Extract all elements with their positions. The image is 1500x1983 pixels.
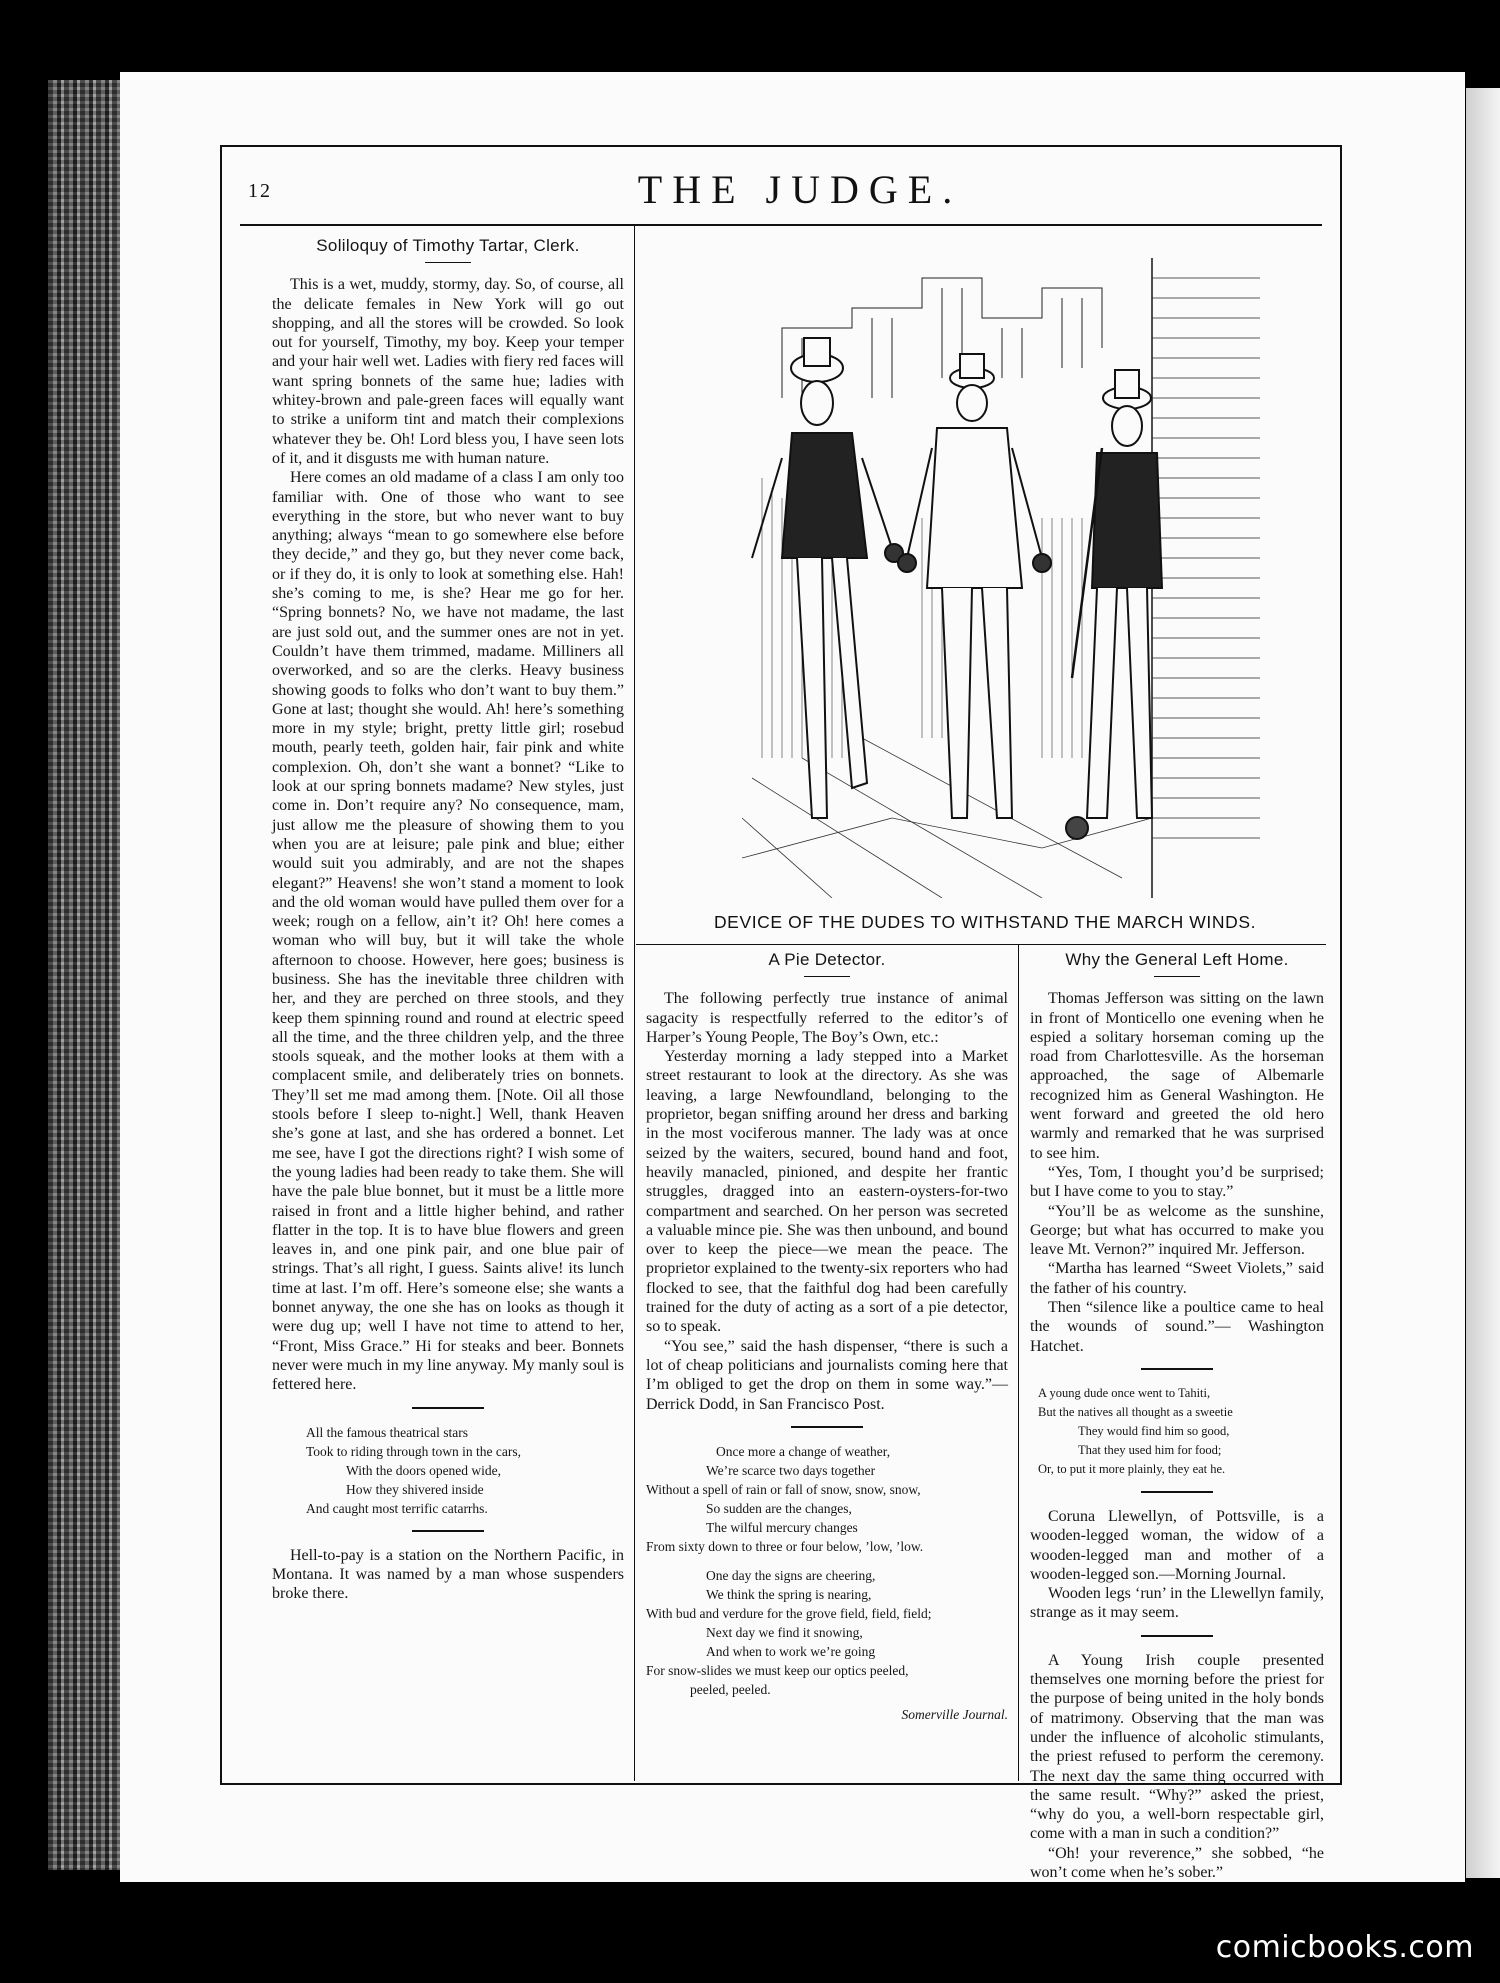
adjacent-page-edge — [1466, 88, 1500, 1878]
poem-line: We’re scarce two days together — [706, 1462, 876, 1478]
section-rule — [791, 1426, 863, 1428]
poem-line: Took to riding through town in the cars, — [306, 1443, 522, 1459]
poem-line: And when to work we’re going — [706, 1643, 876, 1659]
poem-line: And caught most terrific catarrhs. — [306, 1500, 488, 1516]
dudes-illustration — [742, 258, 1260, 898]
article-heading: Soliloquy of Timothy Tartar, Clerk. — [316, 236, 580, 255]
poem-line: Next day we find it snowing, — [706, 1624, 863, 1640]
weather-poem-stanza-2 — [646, 1566, 1008, 1699]
article-paragraph: Then “silence like a poultice came to heal the wounds of sound.”— Washington Hatchet. — [1030, 1299, 1324, 1355]
poem-line: Without a spell of rain or fall of snow, snow, snow, — [646, 1481, 921, 1497]
article-paragraph: Yesterday morning a lady stepped into a Market street restaurant to look at the directory. As she was leaving, a large Newfoundland, belonging to the proprietor, began sniffing around her dress and barking in the most vociferous manner. The lady was at once seized by the waiters, secured, bound hand and foot, heavily manacled, pinioned, and despite her frantic struggles, dragged into an eastern-oysters-for-two compartment and searched. On her person was secreted a valuable mince pie. She was then unbound, and bound over to keep the piece—we mean the peace. The proprietor explained to the twenty-six reporters who had flocked to see, that the faithful dog had been carefully trained for the duty of acting as a sort of a pie detector, so to speak. — [646, 1048, 1008, 1336]
poem-line: For snow-slides we must keep our optics peeled, — [646, 1662, 909, 1678]
poem-line: How they shivered inside — [346, 1481, 484, 1497]
section-rule — [1141, 1368, 1213, 1370]
heading-rule — [1154, 976, 1200, 977]
poem-line: From sixty down to three or four below, ’low, ’low. — [646, 1538, 924, 1554]
dude-limerick — [1030, 1384, 1324, 1479]
poem-line: All the famous theatrical stars — [306, 1424, 468, 1440]
article-paragraph: “Martha has learned “Sweet Violets,” said the father of his country. — [1030, 1260, 1324, 1297]
section-rule — [412, 1407, 484, 1409]
article-paragraph: Coruna Llewellyn, of Pottsville, is a wooden-legged woman, the widow of a wooden-legged man and mother of a wooden-legged son.—Morning Journal. — [1030, 1507, 1324, 1583]
poem-line: That they used him for food; — [1078, 1442, 1222, 1457]
poem-line: With the doors opened wide, — [346, 1462, 502, 1478]
article-paragraph: Here comes an old madame of a class I am only too familiar with. One of those who want to see everything in the store, but who never want to buy anything; always “mean to go somewhere else before they decide,” and they go, but they never come back, or if they do, it is only to look at something else. Hah! she’s coming to me, is she? Hear me go for her. “Spring bonnets? No, we have not madame, the last are just sold out, and the summer ones are not in yet. Couldn’t have them trimmed, madame. Milliners all overworked, and so are the clerks. Heavy business showing goods to folks who don’t want to buy them.” Gone at last; thought she would. Ah! here’s something more in my style; bright, pretty little girl; rosebud mouth, pearly teeth, golden hair, fair pink and white complexion. Oh, don’t she want a bonnet? “Like to look at our spring bonnets madame? New styles, just come in. Don’t require any? No consequence, mam, just allow me the pleasure of showing them to you when you are at leisure; pale pink and blue; either would suit you admirably, and are not the shapes elegant?” Heavens! she won’t stand a moment to look and the old woman would have pulled them over for a week; rough on a fellow, ain’t it? Oh! here comes a woman who will buy, but it will take the whole afternoon to choose. However, here goes; business is business. She has the inevitable three children with her, and they are perched on three stools, and they keep them spinning round and round at electric speed all the time, and the three children yelp, and the three stools squeak, and the mother looks at them with a complacent smile, and deliberately tries on bonnets. They’ll set me mad among them. [Note. Oil all those stools before I sleep to-night.] Well, thank Heaven she’s gone at last, and she has ordered a bonnet. Let me see, have I got the directions right? I wish some of the young ladies had been ready to take them. She will have the pale blue bonnet, but it must be a little more raised in front and a little higher behind, and rather flatter in the top. It is to have blue flowers and green leaves in, and one pink pair, and one blue pair of strings. That’s all right, I guess. Saints alive! its lunch time at last. I’m off. Here’s someone else; she wants a bonnet anyway, the one she has on looks as though it were dug up; well I have not time to attend to her, “Front, Miss Grace.” Hi for steaks and beer. Bonnets never were much in my line anyway. My manly soul is fettered here. — [272, 469, 624, 1394]
article-paragraph: “Oh! your reverence,” she sobbed, “he won’t come when he’s sober.” — [1030, 1844, 1324, 1881]
section-rule — [1141, 1491, 1213, 1493]
poem-line: But the natives all thought as a sweetie — [1038, 1404, 1233, 1419]
poem-line: We think the spring is nearing, — [706, 1586, 872, 1602]
heading-rule — [425, 262, 471, 263]
article-paragraph: Wooden legs ‘run’ in the Llewellyn family, strange as it may seem. — [1030, 1585, 1324, 1622]
poem-line: Once more a change of weather, — [716, 1443, 891, 1459]
section-rule — [1141, 1635, 1213, 1637]
poem-line: They would find him so good, — [1078, 1423, 1230, 1438]
limerick — [272, 1423, 624, 1518]
weather-poem-stanza-1 — [646, 1442, 1008, 1556]
poem-line: peeled, peeled. — [690, 1681, 771, 1697]
article-paragraph: A Young Irish couple presented themselves one morning before the priest for the purpose of being united in the holy bonds of matrimony. Observing that the man was under the influence of alcoholic stimulants, the priest refused to perform the ceremony. The next day the same thing occurred with the same result. “Why?” asked the priest, “why do you, a well-born respectable girl, come with a man in such a condition?” — [1030, 1651, 1324, 1843]
site-watermark: comicbooks.com — [1215, 1930, 1474, 1965]
article-paragraph: Thomas Jefferson was sitting on the lawn in front of Monticello one evening when he espied a solitary horseman coming up the road from Charlottesville. As the horseman approached, the sage of Albemarle recognized him as General Washington. He went forward and greeted the old hero warmly and remarked that he was surprised to see him. — [1030, 990, 1324, 1162]
column-rule-left — [634, 226, 635, 1781]
book-binding — [48, 80, 120, 1870]
article-paragraph: Hell-to-pay is a station on the Northern Pacific, in Montana. It was named by a man whose suspenders broke there. — [272, 1546, 624, 1603]
illustration-caption: DEVICE OF THE DUDES TO WITHSTAND THE MARCH WINDS. — [713, 912, 1257, 932]
poem-line: One day the signs are cheering, — [706, 1567, 876, 1583]
column-rule-right — [1018, 944, 1019, 1781]
section-rule — [412, 1530, 484, 1532]
poem-credit: Somerville Journal. — [901, 1706, 1008, 1722]
masthead-rule — [240, 224, 1322, 226]
column-general-left-home — [1030, 950, 1324, 1882]
poem-line: So sudden are the changes, — [706, 1500, 852, 1516]
poem-line: With bud and verdure for the grove field, field, field; — [646, 1605, 932, 1621]
heading-rule — [804, 976, 850, 977]
poem-line: A young dude once went to Tahiti, — [1038, 1385, 1211, 1400]
article-paragraph: The following perfectly true instance of animal sagacity is respectfully referred to the editor’s of Harper’s Young People, The Boy’s Own, etc.: — [646, 990, 1008, 1046]
article-paragraph: “Yes, Tom, I thought you’d be surprised; but I have come to you to stay.” — [1030, 1163, 1324, 1201]
article-paragraph: This is a wet, muddy, stormy, day. So, of course, all the delicate females in New York will go out shopping, and all the stores will be crowded. So look out for yourself, Timothy, my boy. Keep your temper and your hair well wet. Ladies with fiery red faces will want spring bonnets of the same hue; ladies with whitey-brown and pale-green faces will equally want to strike a uniform tint and match their complexions whatever they be. Oh! Lord bless you, I have seen lots of it, and it disgusts me with human nature. — [272, 276, 624, 467]
article-heading: A Pie Detector. — [768, 950, 886, 969]
article-heading: Why the General Left Home. — [1065, 950, 1289, 969]
poem-line: The wilful mercury changes — [706, 1519, 858, 1535]
article-paragraph: “You see,” said the hash dispenser, “there is such a lot of cheap politicians and journalists coming here that I’m obliged to get the drop on them in some way.”—Derrick Dodd, in San Francisco Post. — [646, 1337, 1008, 1413]
page-number: 12 — [248, 180, 272, 202]
masthead-title: THE JUDGE. — [637, 167, 963, 212]
column-soliloquy — [272, 236, 624, 1603]
column-pie-detector — [646, 950, 1008, 1724]
article-paragraph: “You’ll be as welcome as the sunshine, George; but what has occurred to make you leave Mt. Vernon?” inquired Mr. Jefferson. — [1030, 1202, 1324, 1259]
caption-rule — [636, 944, 1326, 945]
poem-line: Or, to put it more plainly, they eat he. — [1038, 1461, 1226, 1476]
